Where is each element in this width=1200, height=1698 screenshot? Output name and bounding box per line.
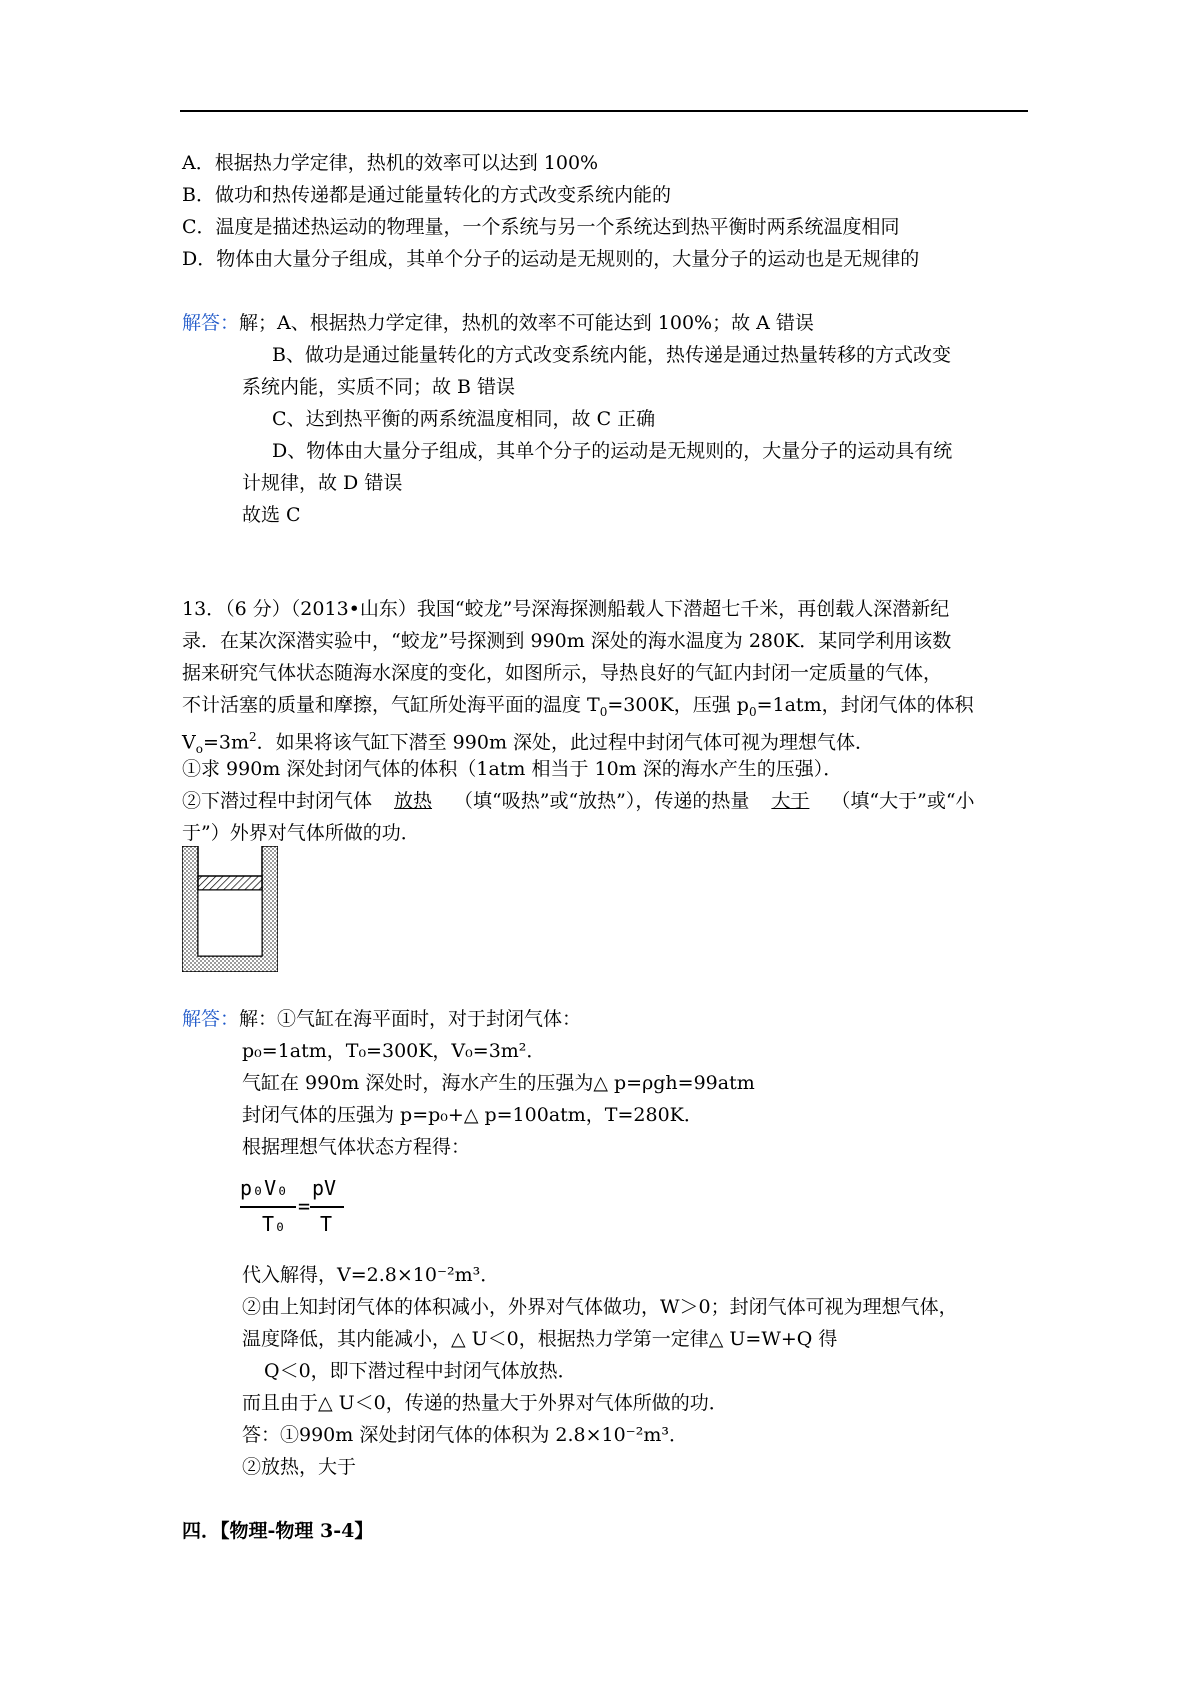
- formula-denominator: T₀: [262, 1212, 287, 1236]
- text-run: =1atm，封闭气体的体积: [756, 694, 974, 716]
- option-a: A．根据热力学定律，热机的效率可以达到 100%: [182, 152, 599, 174]
- piston: [198, 876, 262, 890]
- gas-region: [198, 890, 262, 956]
- answer-label: 解答：: [182, 1008, 240, 1030]
- top-rule: [180, 110, 1028, 112]
- formula-denominator: T: [320, 1212, 333, 1236]
- fraction-bar: [310, 1206, 344, 1208]
- text-run: =3m: [202, 731, 249, 754]
- answer-block-2: [182, 1006, 581, 1032]
- subscript: o: [195, 742, 203, 757]
- question-13-line: [182, 788, 975, 814]
- answer-line: ②放热，大于: [242, 1456, 357, 1478]
- ideal-gas-formula: [240, 1176, 346, 1240]
- answer-line: 系统内能，实质不同；故 B 错误: [242, 376, 516, 398]
- blank-answer: 放热: [394, 790, 433, 812]
- answer-line: Q＜0，即下潜过程中封闭气体放热．: [264, 1360, 577, 1382]
- option-d: D．物体由大量分子组成，其单个分子的运动是无规则的，大量分子的运动也是无规律的: [182, 248, 920, 270]
- text-run: =300K，压强 p: [607, 694, 749, 716]
- text-run: ②下潜过程中封闭气体: [182, 790, 373, 812]
- formula-numerator: pV: [312, 1176, 337, 1200]
- answer-line: 代入解得，V=2.8×10⁻²m³．: [242, 1264, 500, 1286]
- answer-block-1: [182, 310, 814, 336]
- answer-line: D、物体由大量分子组成，其单个分子的运动是无规则的，大量分子的运动具有统: [272, 440, 953, 462]
- superscript: 2: [249, 730, 257, 744]
- question-13-line: 于”）外界对气体所做的功．: [182, 822, 420, 844]
- answer-line: 计规律，故 D 错误: [242, 472, 403, 494]
- formula-numerator: p₀V₀: [240, 1176, 289, 1200]
- fraction-bar: [240, 1206, 296, 1208]
- answer-line: ②由上知封闭气体的体积减小，外界对气体做功，W＞0；封闭气体可视为理想气体，: [242, 1296, 958, 1318]
- answer-line: 解：①气缸在海平面时，对于封闭气体：: [239, 1008, 582, 1030]
- text-run: V: [182, 731, 196, 754]
- text-run: 不计活塞的质量和摩擦，气缸所处海平面的温度 T: [182, 694, 600, 716]
- section-heading: 四．【物理-物理 3-4】: [182, 1520, 374, 1542]
- blank-answer: 大于: [771, 790, 810, 812]
- text-run: ．如果将该气缸下潜至 990m 深处，此过程中封闭气体可视为理想气体．: [256, 731, 875, 754]
- answer-line: C、达到热平衡的两系统温度相同，故 C 正确: [272, 408, 656, 430]
- answer-line: 封闭气体的压强为 p=p₀+△ p=100atm，T=280K．: [242, 1104, 703, 1126]
- question-13-line: ①求 990m 深处封闭气体的体积（1atm 相当于 10m 深的海水产生的压强）．: [182, 758, 843, 780]
- text-run: （填“大于”或“小: [831, 790, 975, 812]
- question-13-line: 13．（6 分）（2013•山东）我国“蛟龙”号深海探测船载人下潜超七千米，再创载人深潜新纪: [182, 598, 950, 620]
- option-b: B．做功和热传递都是通过能量转化的方式改变系统内能的: [182, 184, 671, 206]
- answer-line: 温度降低，其内能减小，△ U＜0，根据热力学第一定律△ U=W+Q 得: [242, 1328, 838, 1350]
- answer-line: p₀=1atm，T₀=300K，V₀=3m²．: [242, 1040, 546, 1062]
- question-13-line: 据来研究气体状态随海水深度的变化，如图所示，导热良好的气缸内封闭一定质量的气体，: [182, 662, 943, 684]
- answer-line: 气缸在 990m 深处时，海水产生的压强为△ p=ρgh=99atm: [242, 1072, 755, 1094]
- answer-line: 答：①990m 深处封闭气体的体积为 2.8×10⁻²m³．: [242, 1424, 688, 1446]
- formula-equals: =: [298, 1194, 311, 1218]
- answer-line: 故选 C: [242, 504, 301, 526]
- answer-label: 解答：: [182, 312, 240, 334]
- answer-line: 而且由于△ U＜0，传递的热量大于外界对气体所做的功．: [242, 1392, 728, 1414]
- question-13-line: 录．在某次深潜实验中，“蛟龙”号探测到 990m 深处的海水温度为 280K．某同学利用该数: [182, 630, 952, 652]
- question-13-line: [182, 692, 974, 725]
- subscript: 0: [599, 704, 608, 719]
- option-c: C．温度是描述热运动的物理量，一个系统与另一个系统达到热平衡时两系统温度相同: [182, 216, 900, 238]
- answer-line: 根据理想气体状态方程得：: [242, 1136, 471, 1158]
- cylinder-diagram: [182, 846, 278, 972]
- answer-line: B、做功是通过能量转化的方式改变系统内能，热传递是通过热量转移的方式改变: [272, 344, 951, 366]
- text-run: （填“吸热”或“放热”），传递的热量: [454, 790, 750, 812]
- answer-line: 解；A、根据热力学定律，热机的效率不可能达到 100%；故 A 错误: [239, 312, 814, 334]
- subscript: 0: [748, 704, 757, 719]
